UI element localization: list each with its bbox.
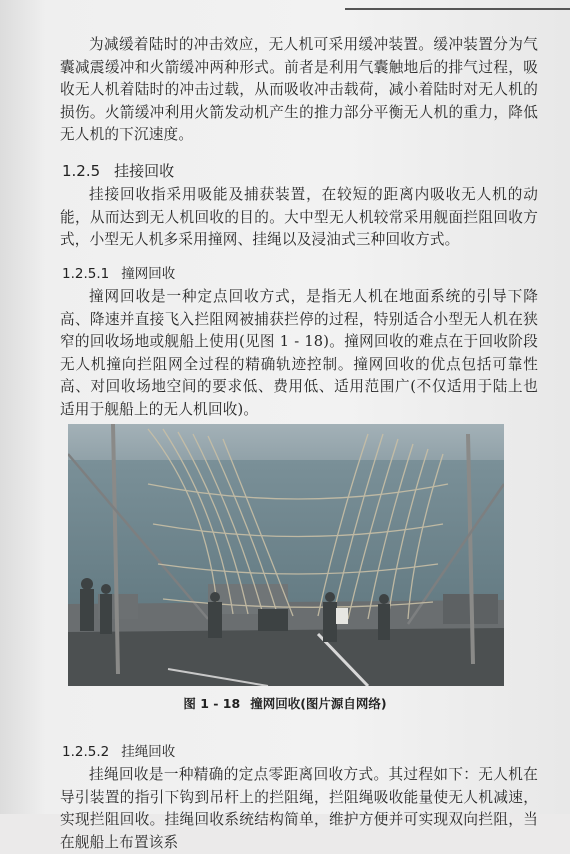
- net-recovery-photo: [68, 424, 504, 686]
- subsection-title: 撞网回收: [121, 266, 176, 282]
- paragraph-hook-recovery: 挂接回收指采用吸能及捕获装置，在较短的距离内吸收无人机的动能，从而达到无人机回收的目的。大中型无人机较常采用舰面拦阻回收方式，小型无人机多采用撞网、挂绳以及浸油式三种回收方式。: [60, 186, 538, 249]
- figure-caption-text: 撞网回收(图片源自网络): [250, 696, 387, 711]
- section-heading-1-2-5: [62, 160, 174, 181]
- subsection-heading-1-2-5-1: [62, 262, 175, 282]
- subsection-number: 1.2.5.1: [62, 266, 110, 282]
- figure-label: 图 1 - 18: [183, 696, 241, 711]
- section-title: 挂接回收: [114, 162, 175, 180]
- paragraph-net-recovery: 撞网回收是一种定点回收方式，是指无人机在地面系统的引导下降高、降速并直接飞入拦阻网被捕获拦停的过程，特别适合小型无人机在狭窄的回收场地或舰船上使用(见图 1 - 18)。撞网回收的难点在于回收阶段无人机撞向拦阻网全过程的精确轨迹控制。撞网回收的优点包括可靠性高、对回收场地空间的要求低、费用低、适用范围广(不仅适用于陆上也适用于舰船上的无人机回收)。: [60, 288, 538, 418]
- figure-caption: [0, 694, 570, 712]
- section-number: 1.2.5: [62, 162, 101, 180]
- paragraph-buffer-device: 为减缓着陆时的冲击效应，无人机可采用缓冲装置。缓冲装置分为气囊减震缓冲和火箭缓冲两种形式。前者是利用气囊触地后的排气过程，吸收无人机着陆时的冲击过载，从而吸收冲击载荷，减小着陆时对无人机的损伤。火箭缓冲利用火箭发动机产生的推力部分平衡无人机的重力，降低无人机的下沉速度。: [60, 36, 538, 144]
- subsection-number: 1.2.5.2: [62, 744, 110, 760]
- subsection-title: 挂绳回收: [121, 744, 176, 760]
- subsection-heading-1-2-5-2: [62, 740, 175, 760]
- paragraph-rope-recovery: 挂绳回收是一种精确的定点零距离回收方式。其过程如下：无人机在导引装置的指引下钩到吊杆上的拦阻绳，拦阻绳吸收能量使无人机减速，实现拦阻回收。挂绳回收系统结构简单，维护方便并可实现双向拦阻，当在舰船上布置该系: [60, 766, 538, 851]
- header-rule: [345, 8, 570, 10]
